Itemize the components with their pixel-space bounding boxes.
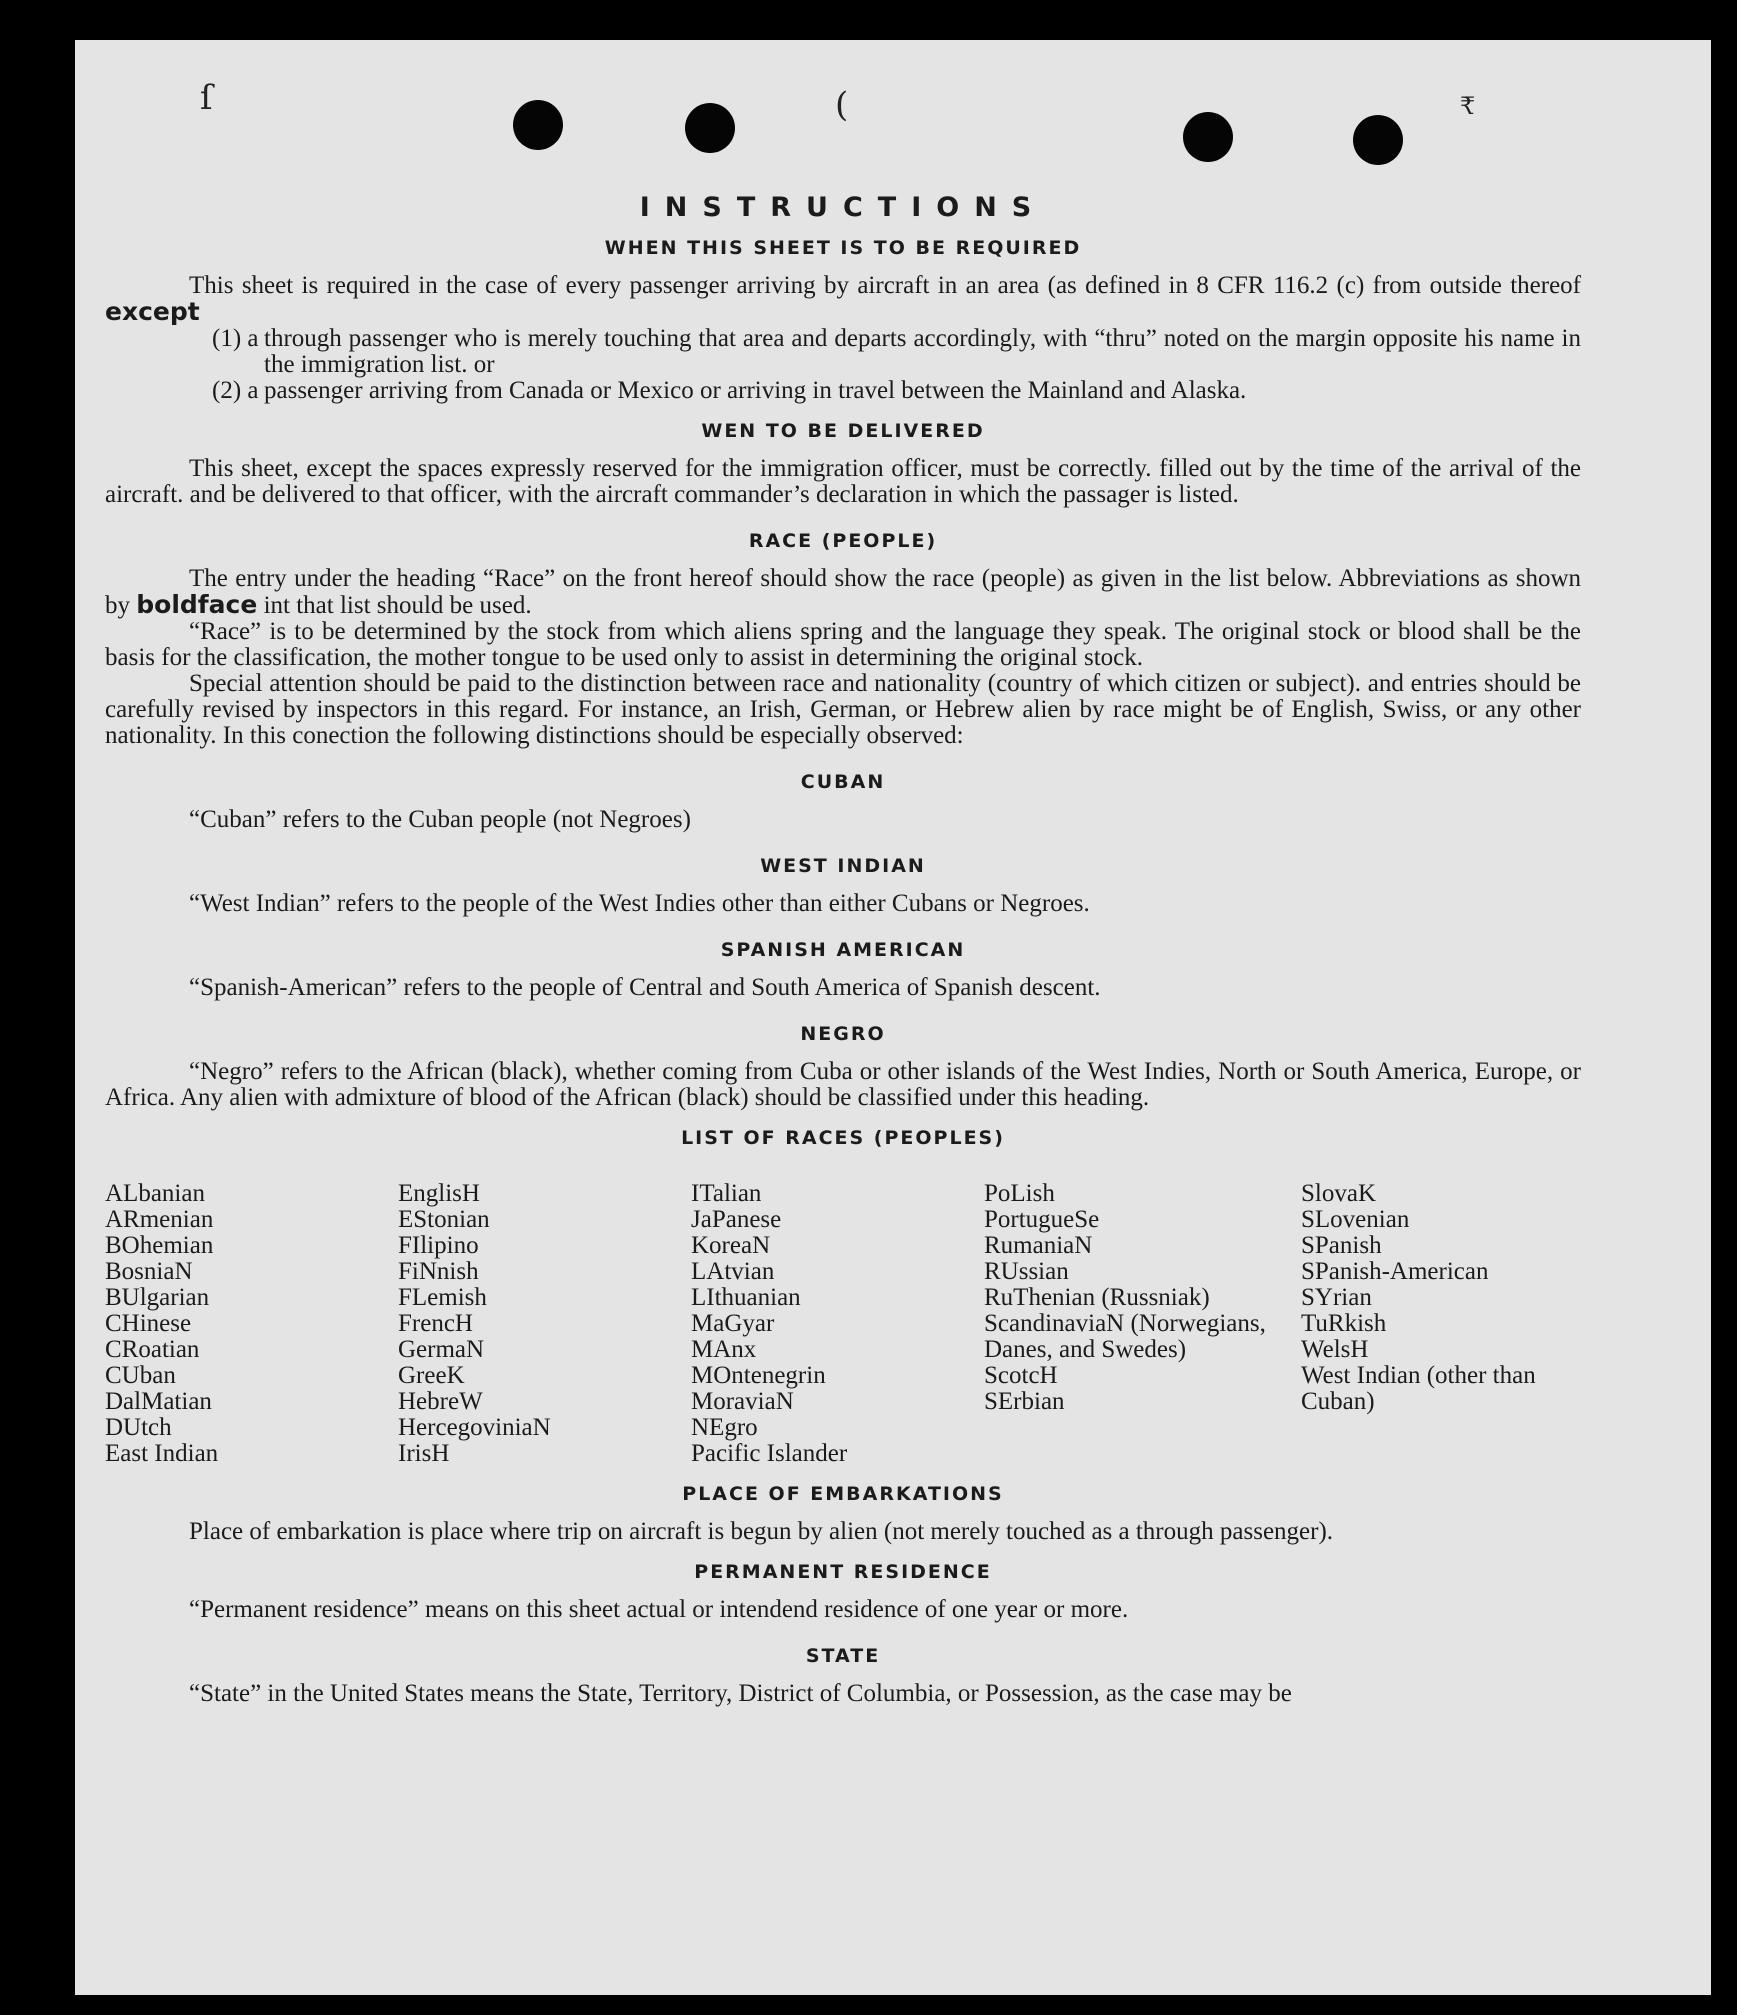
west-indian-definition: “West Indian” refers to the people of the West Indies other than either Cubans or Negroes. [189, 890, 1090, 917]
races-list [105, 1181, 1581, 1467]
race-item: ScotcH [984, 1362, 1058, 1389]
scan-mark: ₹ [1460, 92, 1476, 120]
state-definition: “State” in the United States means the State, Territory, District of Columbia, or Possession, as the case may be [189, 1680, 1292, 1707]
punch-hole [1183, 112, 1233, 162]
embarkation-definition: Place of embarkation is place where trip on aircraft is begun by alien (not merely touched as a through passenger). [189, 1518, 1334, 1545]
section-heading-state: STATE [805, 1645, 881, 1667]
section-heading-cuban: CUBAN [800, 771, 886, 793]
race-item: RUssian [984, 1258, 1069, 1285]
race-item: EnglisH [398, 1180, 480, 1207]
race-item: SlovaK [1301, 1180, 1376, 1207]
race-item: East Indian [105, 1440, 219, 1467]
negro-definition: “Negro” refers to the African (black), whether coming from Cuba or other islands of the West Indies, North or South America, Europe, or Africa. Any alien with admixture of blood of the African (black) should be classified under this heading. [105, 1058, 1581, 1111]
race-item: ITalian [691, 1180, 762, 1207]
race-item: KoreaN [691, 1232, 771, 1259]
race-item: RuThenian (Russniak) [984, 1284, 1210, 1311]
races-column-2 [398, 1181, 691, 1467]
race-item: CHinese [105, 1310, 192, 1337]
race-item: BosniaN [105, 1258, 193, 1285]
race-item: GermaN [398, 1336, 485, 1363]
section-heading-embarkation: PLACE OF EMBARKATIONS [682, 1483, 1004, 1505]
section-heading-races-list: LIST OF RACES (PEOPLES) [681, 1127, 1005, 1149]
exception-item-1: (1) a through passenger who is merely touching that area and departs accordingly, with “thru” noted on the margin opposite his name in the immigration list. or [212, 325, 1581, 378]
race-item: TuRkish [1301, 1310, 1387, 1337]
race-item: FLemish [398, 1284, 487, 1311]
races-column-4 [984, 1181, 1301, 1467]
race-item: BUlgarian [105, 1284, 210, 1311]
instructions-content [105, 192, 1581, 1707]
section-heading-west-indian: WEST INDIAN [760, 855, 926, 877]
section-heading-race: RACE (PEOPLE) [748, 530, 938, 552]
page-title: INSTRUCTIONS [639, 192, 1047, 223]
race-item: ALbanian [105, 1180, 205, 1207]
race-paragraph-2: “Race” is to be determined by the stock from which aliens spring and the language they speak. The original stock or blood shall be the basis for the classification, the mother tongue to be used only to assist in determining the original stock. [105, 618, 1581, 671]
race-item: FrencH [398, 1310, 473, 1337]
race-item: JaPanese [691, 1206, 782, 1233]
race-item: PortugueSe [984, 1206, 1100, 1233]
race-item: HercegovinіaN [398, 1414, 551, 1441]
race-item: Pacific Islander [691, 1440, 848, 1467]
race-item: MoraviaN [691, 1388, 794, 1415]
race-item: SLovenian [1301, 1206, 1410, 1233]
race-item: MAnx [691, 1336, 757, 1363]
race-item: SYrian [1301, 1284, 1372, 1311]
residence-definition: “Permanent residence” means on this sheet actual or intendend residence of one year or more. [189, 1596, 1129, 1623]
race-item: ARmenian [105, 1206, 214, 1233]
race-item: West Indian (other than Cuban) [1301, 1362, 1536, 1415]
race-item: DalMatian [105, 1388, 212, 1415]
race-item: LIthuanian [691, 1284, 801, 1311]
race-item: DUtch [105, 1414, 172, 1441]
punch-hole [685, 103, 735, 153]
spanish-american-definition: “Spanish-American” refers to the people of Central and South America of Spanish descent. [189, 974, 1101, 1001]
races-column-1 [105, 1181, 398, 1467]
section-heading-residence: PERMANENT RESIDENCE [694, 1561, 992, 1583]
race-item: BOhemian [105, 1232, 214, 1259]
exception-item-2: (2) a passenger arriving from Canada or Mexico or arriving in travel between the Mainland and Alaska. [212, 377, 1247, 404]
punch-hole [1353, 115, 1403, 165]
race-item: FiNnish [398, 1258, 479, 1285]
race-item: HebreW [398, 1388, 483, 1415]
race-paragraph-1: The entry under the heading “Race” on the front hereof should show the race (people) as given in the list below. Abbreviations as shown by boldface int that list should be used. [105, 565, 1581, 619]
race-item: NEgro [691, 1414, 758, 1441]
race-item: RumaniaN [984, 1232, 1093, 1259]
section-heading-negro: NEGRO [800, 1023, 886, 1045]
race-item: FIlipino [398, 1232, 479, 1259]
race-item: CUban [105, 1362, 176, 1389]
race-item: SErbian [984, 1388, 1065, 1415]
race-item: SPanish [1301, 1232, 1382, 1259]
race-item: PoLish [984, 1180, 1055, 1207]
races-column-3 [691, 1181, 984, 1467]
section-heading-required: WHEN THIS SHEET IS TO BE REQUIRED [604, 237, 1082, 259]
race-item: SPanish-American [1301, 1258, 1489, 1285]
race-item: ScandinaviaN (Norwegians, Danes, and Swedes) [984, 1310, 1266, 1363]
race-item: LAtvian [691, 1258, 775, 1285]
document-sheet [75, 40, 1711, 1995]
delivered-paragraph: This sheet, except the spaces expressly reserved for the immigration officer, must be correctly. filled out by the time of the arrival of the aircraft. and be delivered to that officer, with the aircraft commander’s declaration in which the passager is listed. [105, 455, 1581, 508]
section-heading-spanish-american: SPANISH AMERICAN [720, 939, 966, 961]
races-column-5 [1301, 1181, 1581, 1467]
race-item: WelsH [1301, 1336, 1369, 1363]
cuban-definition: “Cuban” refers to the Cuban people (not Negroes) [189, 806, 691, 833]
punch-hole [513, 100, 563, 150]
section-heading-delivered: WEN TO BE DELIVERED [701, 420, 985, 442]
race-item: GreeK [398, 1362, 465, 1389]
race-item: MOntenegrin [691, 1362, 826, 1389]
scan-mark: ( [835, 85, 849, 125]
scan-mark: ſ [200, 78, 213, 118]
race-item: MaGyar [691, 1310, 775, 1337]
race-item: CRoatian [105, 1336, 200, 1363]
race-paragraph-3: Special attention should be paid to the distinction between race and nationality (country of which citizen or subject). and entries should be carefully revised by inspectors in this regard. For instance, an Irish, German, or Hebrew alien by race might be of English, Swiss, or any other nationality. In this conection the following distinctions should be especially observed: [105, 670, 1581, 749]
race-item: EStonian [398, 1206, 490, 1233]
race-item: IrisH [398, 1440, 450, 1467]
required-paragraph: This sheet is required in the case of every passenger arriving by aircraft in an area (as defined in 8 CFR 116.2 (c) from outside thereof except [105, 272, 1581, 326]
